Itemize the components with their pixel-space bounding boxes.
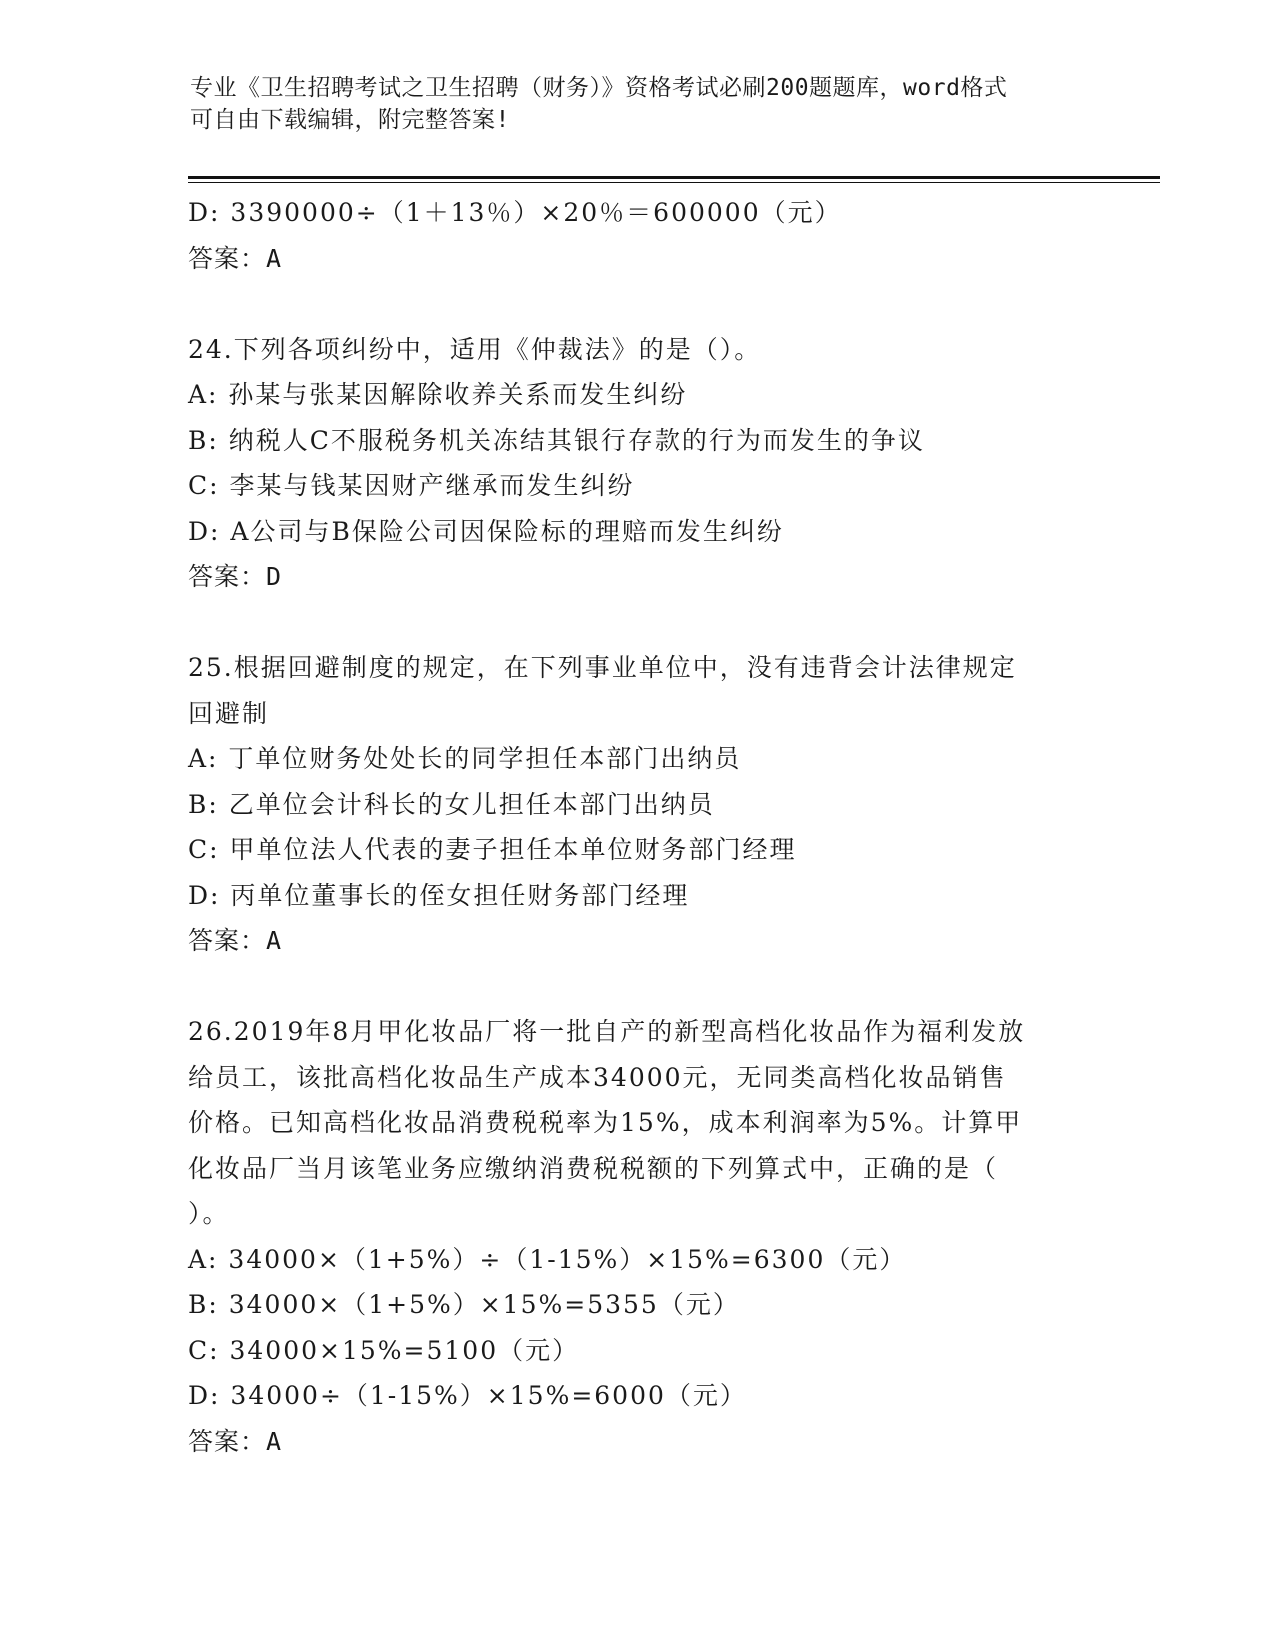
header-rule-thin	[188, 182, 1160, 183]
option-a: A: 孙某与张某因解除收养关系而发生纠纷	[188, 380, 688, 409]
header-rule-thick	[188, 176, 1160, 179]
option-b: B: 34000×（1+5%）×15%=5355（元）	[188, 1290, 740, 1319]
option-d: D: 3390000÷（1＋13％）×20％＝600000（元）	[188, 198, 842, 227]
answer-line: 答案：A	[188, 926, 283, 955]
option-d: D: 丙单位董事长的侄女担任财务部门经理	[188, 880, 690, 910]
question-text: 价格。已知高档化妆品消费税税率为15%，成本利润率为5%。计算甲	[188, 1108, 1023, 1137]
question-text: 给员工，该批高档化妆品生产成本34000元，无同类高档化妆品销售	[188, 1062, 1007, 1092]
document-body	[188, 190, 1088, 1464]
spacer	[188, 600, 1088, 646]
option-d: D: 34000÷（1-15%）×15%=6000（元）	[188, 1381, 747, 1410]
question-text: 化妆品厂当月该笔业务应缴纳消费税税额的下列算式中，正确的是（	[188, 1153, 999, 1183]
spacer	[188, 281, 1088, 327]
document-header	[190, 72, 1090, 136]
option-b: B: 纳税人C不服税务机关冻结其银行存款的行为而发生的争议	[188, 425, 925, 455]
question-text: 回避制	[188, 698, 270, 728]
question-text: ）。	[188, 1199, 230, 1228]
header-line-1: 专业《卫生招聘考试之卫生招聘（财务）》资格考试必刷200题题库，word格式	[190, 75, 1008, 101]
question-26	[188, 1009, 1088, 1464]
option-c: C: 34000×15%=5100（元）	[188, 1335, 580, 1365]
option-b: B: 乙单位会计科长的女儿担任本部门出纳员	[188, 789, 715, 819]
answer-line: 答案：A	[188, 1426, 283, 1456]
question-24	[188, 327, 1088, 600]
spacer	[188, 964, 1088, 1010]
answer-line: 答案：A	[188, 243, 283, 273]
option-c: C: 甲单位法人代表的妻子担任本单位财务部门经理	[188, 835, 797, 864]
option-c: C: 李某与钱某因财产继承而发生纠纷	[188, 471, 635, 500]
question-25	[188, 645, 1088, 964]
question-text: 25.根据回避制度的规定，在下列事业单位中，没有违背会计法律规定	[188, 653, 1017, 682]
question-text: 26.2019年8月甲化妆品厂将一批自产的新型高档化妆品作为福利发放	[188, 1017, 1026, 1046]
option-d: D: A公司与B保险公司因保险标的理赔而发生纠纷	[188, 516, 784, 546]
prev-question-tail	[188, 190, 1088, 281]
answer-line: 答案：D	[188, 562, 283, 591]
option-a: A: 34000×（1+5%）÷（1-15%）×15%=6300（元）	[188, 1244, 907, 1274]
header-line-2: 可自由下载编辑，附完整答案!	[190, 107, 510, 133]
question-text: 24.下列各项纠纷中，适用《仲裁法》的是（）。	[188, 334, 762, 364]
option-a: A: 丁单位财务处处长的同学担任本部门出纳员	[188, 744, 742, 773]
